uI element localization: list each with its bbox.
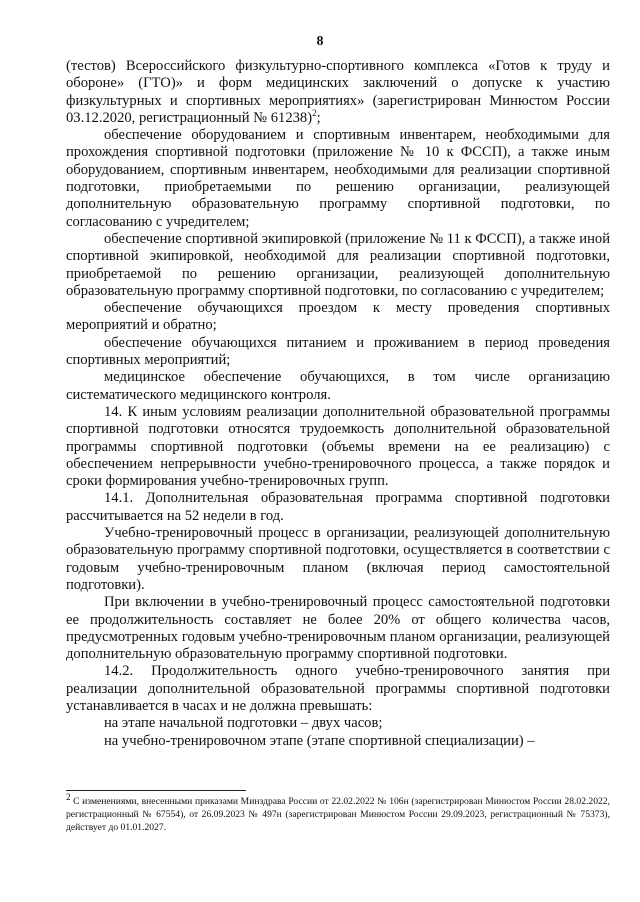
page-number: 8: [316, 34, 324, 49]
paragraph: 14. К иным условиям реализации дополнительной образовательной программы спортивной подготовки относятся трудоемкость дополнительной образовательной программы спортивной подготовки (объемы времени на ее реализацию) с обеспечением непрерывности учебно-тренировочного процесса, а также порядок и сроки формирования учебно-тренировочных групп.: [66, 403, 610, 490]
body-text: [66, 58, 610, 750]
footnote: [66, 791, 610, 834]
footnote-divider: [66, 790, 246, 791]
paragraph: При включении в учебно-тренировочный процесс самостоятельной подготовки ее продолжительность составляет не более 20% от общего количества часов, предусмотренных годовым учебно-тренировочным планом организации, реализующей дополнительную образовательную программу спортивной подготовки.: [66, 594, 610, 663]
paragraph: обеспечение спортивной экипировкой (приложение № 11 к ФССП), а также иной спортивной экипировкой, необходимой для реализации спортивной подготовки, приобретаемой по решению организации, реализующей дополнительную образовательную программу спортивной подготовки, по согласованию с учредителем;: [66, 230, 610, 299]
paragraph: обеспечение обучающихся проездом к месту проведения спортивных мероприятий и обратно;: [66, 300, 610, 334]
paragraph: на этапе начальной подготовки – двух часов;: [104, 715, 383, 732]
paragraph: на учебно-тренировочном этапе (этапе спортивной специализации) –: [104, 732, 535, 749]
footnote-ref[interactable]: 2: [312, 108, 317, 119]
paragraph: 14.2. Продолжительность одного учебно-тренировочного занятия при реализации дополнительной образовательной программы спортивной подготовки устанавливается в часах и не должна превышать:: [66, 663, 610, 714]
paragraph: медицинское обеспечение обучающихся, в том числе организацию систематического медицинского контроля.: [66, 369, 610, 403]
footnote-marker: 2: [66, 791, 71, 802]
paragraph: 14.1. Дополнительная образовательная программа спортивной подготовки рассчитывается на 52 недели в год.: [66, 490, 610, 524]
footnote-text: С изменениями, внесенными приказами Минздрава России от 22.02.2022 № 106н (зарегистрирован Минюстом России 28.02.2022, регистрационный № 67554), от 26.09.2023 № 497н (зарегистрирован Минюстом России 29.09.2023, регистрационный № 75373), действует до 01.01.2027.: [66, 796, 610, 833]
paragraph: обеспечение обучающихся питанием и проживанием в период проведения спортивных мероприятий;: [66, 334, 610, 369]
paragraph: Учебно-тренировочный процесс в организации, реализующей дополнительную образовательную программу спортивной подготовки, осуществляется в соответствии с годовым учебно-тренировочным планом (включая период самостоятельной подготовки).: [66, 525, 610, 593]
paragraph: (тестов) Всероссийского физкультурно-спортивного комплекса «Готов к труду и обороне» (ГТО)» и форм медицинских заключений о допуске к участию физкультурных и спортивных мероприятиях» (зарегистрирован Минюстом России 03.12.2020, регистрационный № 61238)$^2$;: [66, 58, 610, 126]
paragraph: обеспечение оборудованием и спортивным инвентарем, необходимыми для прохождения спортивной подготовки (приложение № 10 к ФССП), а также иным оборудованием, спортивным инвентарем, необходимыми для реализации спортивной подготовки, приобретаемыми по решению организации, реализующей дополнительную образовательную программу спортивной подготовки, по согласованию с учредителем;: [66, 127, 610, 230]
